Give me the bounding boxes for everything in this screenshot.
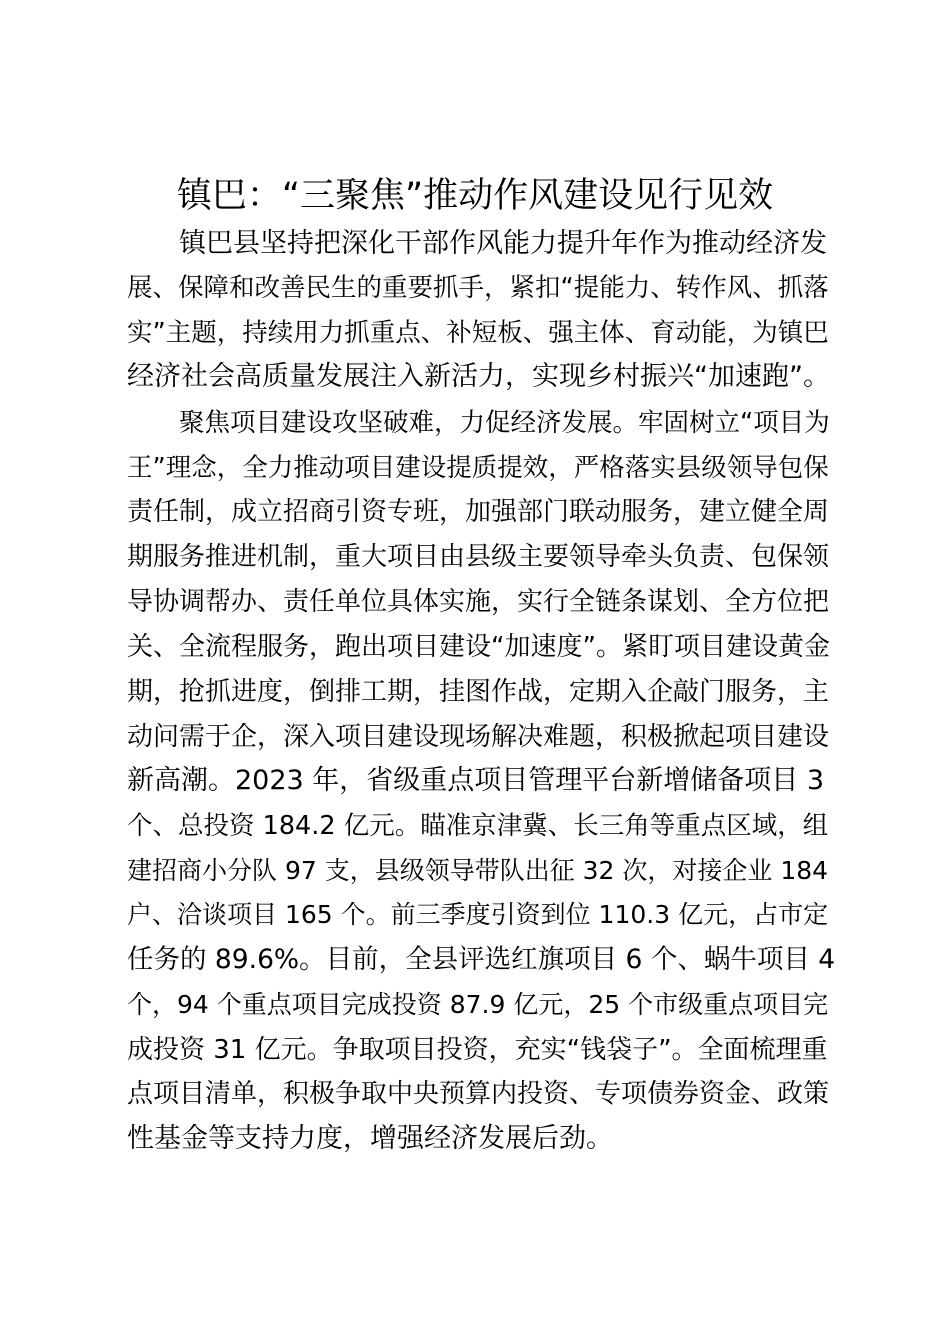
paragraph-line: 导协调帮办、责任单位具体实施，实行全链条谋划、全方位把 xyxy=(127,587,830,617)
paragraph-line: 建招商小分队 97 支，县级领导带队出征 32 次，对接企业 184 xyxy=(127,856,829,885)
paragraph-line: 责任制，成立招商引资专班，加强部门联动服务，建立健全周 xyxy=(127,497,830,527)
paragraph-line: 新高潮。2023 年，省级重点项目管理平台新增储备项目 3 xyxy=(127,765,825,796)
paragraph-line: 任务的 89.6%。目前，全县评选红旗项目 6 个、蜗牛项目 4 xyxy=(127,944,836,975)
paragraph-line: 镇巴县坚持把深化干部作风能力提升年作为推动经济发 xyxy=(179,228,827,259)
paragraph-line: 性基金等支持力度，增强经济发展后劲。 xyxy=(127,1123,613,1154)
paragraph-line: 关、全流程服务，跑出项目建设“加速度”。紧盯项目建设黄金 xyxy=(127,632,830,662)
paragraph-line: 点项目清单，积极争取中央预算内投资、专项债券资金、政策 xyxy=(127,1079,830,1109)
paragraph-line: 成投资 31 亿元。争取项目投资，充实“钱袋子”。全面梳理重 xyxy=(127,1035,828,1065)
paragraph-line: 户、洽谈项目 165 个。前三季度引资到位 110.3 亿元，占市定 xyxy=(127,900,829,929)
paragraph-line: 王”理念，全力推动项目建设提质提效，严格落实县级领导包保 xyxy=(127,453,829,483)
paragraph-line: 展、保障和改善民生的重要抓手，紧扣“提能力、转作风、抓落 xyxy=(127,273,829,303)
document-title: 镇巴：“三聚焦”推动作风建设见行见效 xyxy=(176,176,774,216)
paragraph-line: 动问需于企，深入项目建设现场解决难题，积极掀起项目建设 xyxy=(127,722,830,752)
paragraph-line: 实”主题，持续用力抓重点、补短板、强主体、育动能，为镇巴 xyxy=(127,318,829,348)
paragraph-line: 经济社会高质量发展注入新活力，实现乡村振兴“加速跑”。 xyxy=(127,361,830,392)
paragraph-line: 个，94 个重点项目完成投资 87.9 亿元，25 个市级重点项目完 xyxy=(127,990,829,1019)
paragraph-line: 聚焦项目建设攻坚破难，力促经济发展。牢固树立“项目为 xyxy=(179,408,830,438)
paragraph-line: 期，抢抓进度，倒排工期，挂图作战，定期入企敲门服务，主 xyxy=(127,677,830,707)
paragraph-line: 期服务推进机制，重大项目由县级主要领导牵头负责、包保领 xyxy=(127,542,830,572)
paragraph-line: 个、总投资 184.2 亿元。瞄准京津冀、长三角等重点区域，组 xyxy=(127,811,829,841)
